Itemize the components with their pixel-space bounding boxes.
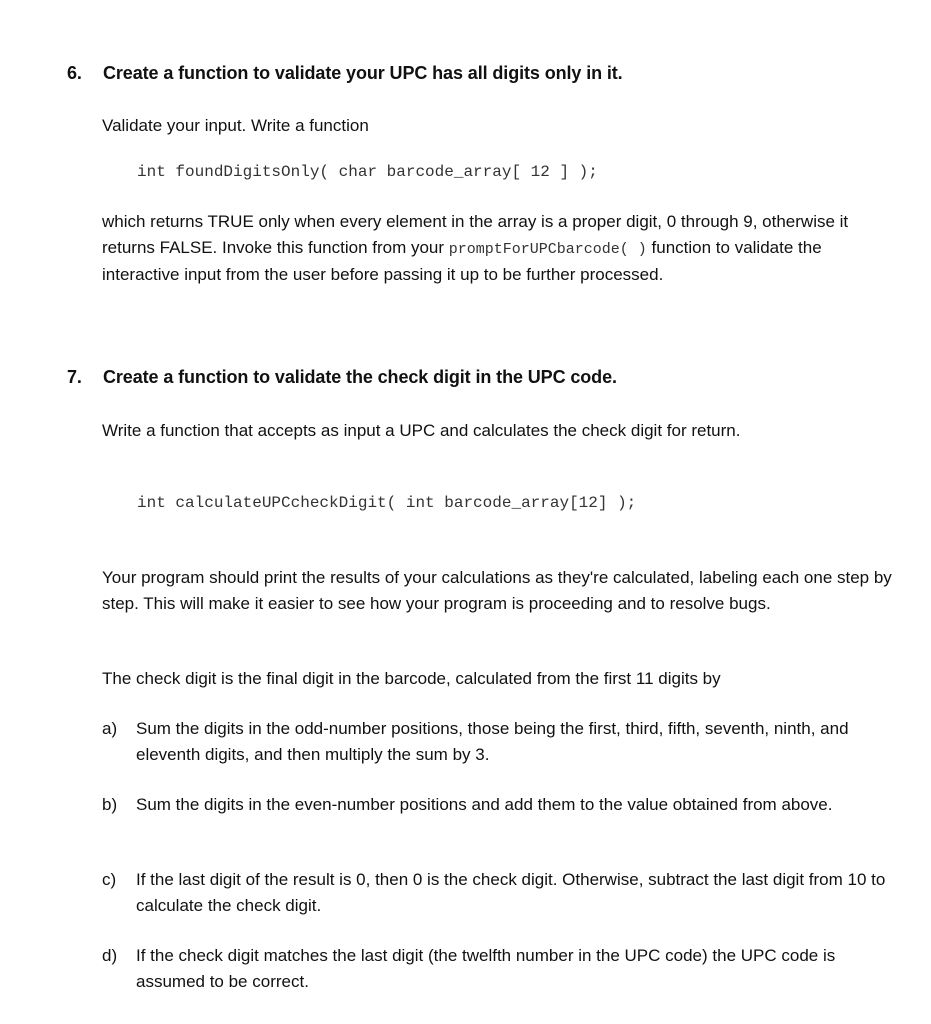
- section-7-code-signature: int calculateUPCcheckDigit( int barcode_array[12] );: [137, 494, 637, 512]
- step-text: Sum the digits in the odd-number positions, those being the first, third, fifth, seventh, ninth, and eleventh digits, and then multiply the sum by 3.: [136, 719, 849, 764]
- step-text: Sum the digits in the even-number positions and add them to the value obtained from above.: [136, 795, 833, 814]
- section-6-desc-part2: function to validate the interactive input from the user before passing it up to be further processed.: [102, 237, 822, 284]
- step-label: a): [102, 719, 118, 738]
- section-7-print-note: Your program should print the results of your calculations as they're calculated, labeling each one step by step. This will make it easier to see how your program is proceeding and to resolve bugs.: [102, 568, 892, 613]
- section-6-number: 6.: [67, 63, 82, 83]
- step-label: c): [102, 870, 117, 889]
- section-6-title: Create a function to validate your UPC has all digits only in it.: [103, 63, 623, 83]
- section-7-title: Create a function to validate the check digit in the UPC code.: [103, 367, 617, 387]
- step-label: b): [102, 795, 118, 814]
- section-7-intro: Write a function that accepts as input a UPC and calculates the check digit for return.: [102, 421, 741, 440]
- section-6-code-signature: int foundDigitsOnly( char barcode_array[ 12 ] );: [137, 163, 598, 181]
- section-6-desc-part1: which returns TRUE only when every element in the array is a proper digit, 0 through 9, otherwise it returns FALSE. Invoke this function from your: [102, 212, 849, 257]
- step-text: If the last digit of the result is 0, then 0 is the check digit. Otherwise, subtract the last digit from 10 to calculate the check digit.: [136, 870, 886, 915]
- section-6-intro: Validate your input. Write a function: [102, 116, 369, 135]
- section-7-number: 7.: [67, 367, 82, 387]
- section-7-check-digit-intro: The check digit is the final digit in the barcode, calculated from the first 11 digits by: [102, 669, 721, 688]
- section-6-desc-inline-code: promptForUPCbarcode( ): [448, 240, 647, 258]
- section-6-description: [102, 209, 862, 288]
- step-text: If the check digit matches the last digit (the twelfth number in the UPC code) the UPC code is assumed to be correct.: [136, 946, 836, 991]
- step-label: d): [102, 946, 118, 965]
